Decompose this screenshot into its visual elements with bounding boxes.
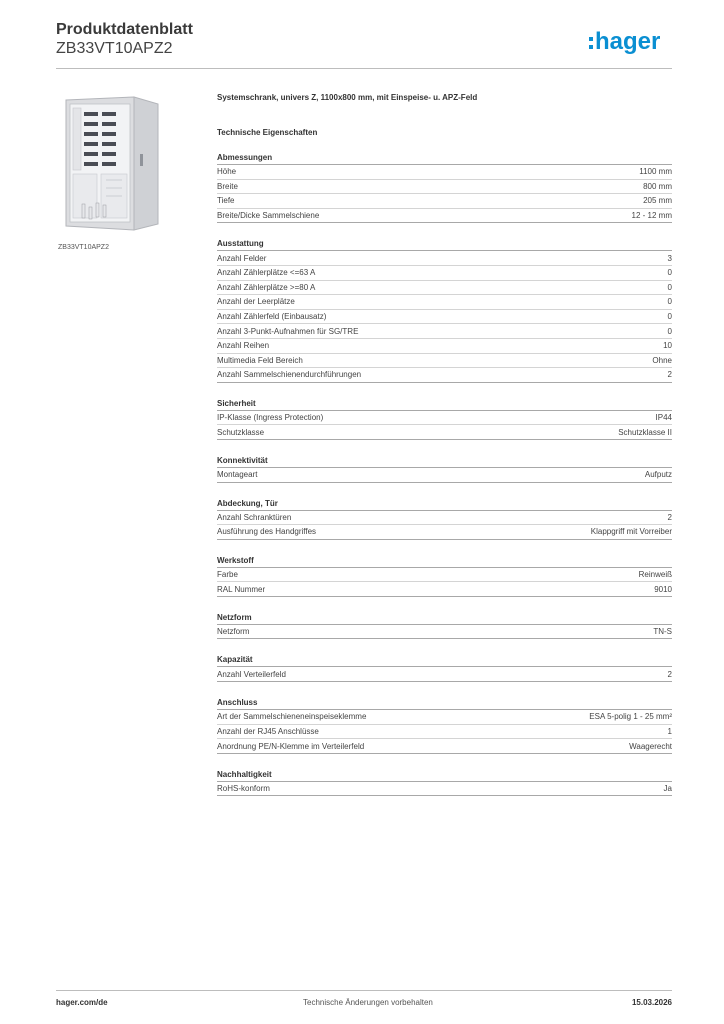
spec-row [217,281,672,296]
spec-label: Anzahl Felder [217,253,267,263]
spec-value: Reinweiß [638,569,672,579]
spec-label: Farbe [217,569,238,579]
spec-row [217,339,672,354]
spec-value: 0 [667,326,672,336]
footer-website: hager.com/de [56,998,108,1007]
spec-row [217,194,672,209]
spec-label: Anzahl der RJ45 Anschlüsse [217,726,319,736]
group-title: Kapazität [217,654,672,667]
spec-row [217,295,672,310]
hager-logo [589,26,675,58]
spec-label: Anzahl Zählerplätze >=80 A [217,282,316,292]
spec-group [217,455,672,483]
spec-row [217,411,672,426]
spec-group [217,612,672,640]
spec-value: 10 [663,341,672,351]
spec-row [217,251,672,266]
spec-group [217,654,672,682]
spec-value: Schutzklasse II [618,427,672,437]
spec-row [217,354,672,369]
spec-row [217,782,672,797]
section-title: Technische Eigenschaften [217,128,318,137]
spec-group [217,769,672,797]
page-title: Produktdatenblatt [56,21,193,38]
spec-value: 2 [667,512,672,522]
product-code: ZB33VT10APZ2 [56,40,173,57]
group-title: Nachhaltigkeit [217,769,672,782]
spec-row [217,525,672,540]
product-image [56,92,202,238]
spec-label: IP-Klasse (Ingress Protection) [217,413,324,423]
spec-label: RoHS-konform [217,784,270,794]
spec-label: Anzahl Zählerfeld (Einbausatz) [217,312,327,322]
spec-label: Höhe [217,167,237,177]
spec-value: 3 [667,253,672,263]
spec-row [217,310,672,325]
logo-text: hager [595,28,661,55]
spec-label: Anzahl der Leerplätze [217,297,295,307]
spec-label: Montageart [217,470,258,480]
header-divider [56,68,672,69]
spec-groups [217,152,672,796]
product-title: Systemschrank, univers Z, 1100x800 mm, mit Einspeise- u. APZ-Feld [217,93,478,102]
spec-value: 1 [667,726,672,736]
spec-row [217,667,672,682]
spec-value: 0 [667,282,672,292]
group-title: Konnektivität [217,455,672,468]
spec-row [217,266,672,281]
spec-value: 0 [667,312,672,322]
group-title: Abdeckung, Tür [217,498,672,511]
spec-value: Klappgriff mit Vorreiber [590,527,672,537]
spec-row [217,180,672,195]
spec-row [217,324,672,339]
spec-value: Ohne [652,355,672,365]
spec-row [217,625,672,640]
spec-value: 2 [667,370,672,380]
spec-value: 12 - 12 mm [631,211,672,221]
spec-label: Netzform [217,627,250,637]
footer-divider [56,990,672,991]
image-caption: ZB33VT10APZ2 [58,244,109,251]
spec-label: RAL Nummer [217,584,266,594]
spec-row [217,568,672,583]
spec-row [217,425,672,440]
spec-group [217,152,672,223]
spec-label: Anzahl Verteilerfeld [217,669,286,679]
group-title: Netzform [217,612,672,625]
group-title: Abmessungen [217,152,672,165]
spec-group [217,398,672,440]
spec-row [217,165,672,180]
spec-group [217,555,672,597]
spec-value: 800 mm [643,181,672,191]
spec-value: 9010 [654,584,672,594]
spec-value: 2 [667,669,672,679]
spec-label: Anzahl Sammelschienendurchführungen [217,370,362,380]
footer-note: Technische Änderungen vorbehalten [303,998,433,1007]
spec-value: 205 mm [643,196,672,206]
spec-label: Multimedia Feld Bereich [217,355,303,365]
spec-row [217,710,672,725]
spec-label: Anzahl 3-Punkt-Aufnahmen für SG/TRE [217,326,359,336]
spec-label: Breite [217,181,238,191]
spec-content [217,92,672,796]
spec-row [217,209,672,224]
spec-label: Anordnung PE/N-Klemme im Verteilerfeld [217,741,365,751]
spec-row [217,725,672,740]
spec-group [217,498,672,540]
spec-row [217,468,672,483]
group-title: Werkstoff [217,555,672,568]
spec-value: TN-S [653,627,672,637]
spec-label: Anzahl Zählerplätze <=63 A [217,268,316,278]
spec-value: Waagerecht [629,741,672,751]
spec-label: Breite/Dicke Sammelschiene [217,211,320,221]
spec-label: Anzahl Reihen [217,341,270,351]
spec-value: ESA 5-polig 1 - 25 mm² [589,712,672,722]
group-title: Ausstattung [217,238,672,251]
spec-group [217,238,672,382]
spec-value: Ja [663,784,672,794]
spec-label: Anzahl Schranktüren [217,512,292,522]
spec-row [217,582,672,597]
spec-value: IP44 [655,413,672,423]
spec-label: Art der Sammelschieneneinspeiseklemme [217,712,367,722]
spec-value: 0 [667,268,672,278]
spec-label: Schutzklasse [217,427,265,437]
group-title: Sicherheit [217,398,672,411]
spec-value: 1100 mm [639,167,672,177]
spec-row [217,368,672,383]
spec-row [217,511,672,526]
spec-group [217,697,672,754]
spec-value: Aufputz [644,470,672,480]
spec-row [217,739,672,754]
footer-date: 15.03.2026 [631,998,672,1007]
group-title: Anschluss [217,697,672,710]
spec-label: Ausführung des Handgriffes [217,527,317,537]
spec-label: Tiefe [217,196,235,206]
spec-value: 0 [667,297,672,307]
